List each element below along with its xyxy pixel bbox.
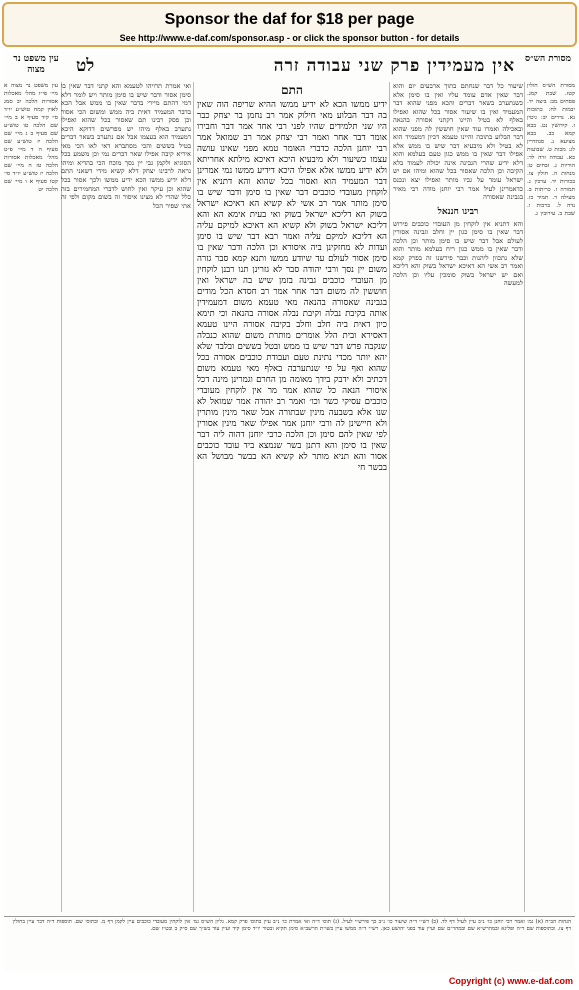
eyn-mishpat-label: עין משפט נר מצוה — [13, 54, 59, 75]
mesoret-text: מסורת הש״ס חולין קטז. שבת קמג. פסחים מב: ביצה יד. יבמות לח: כתובות נא. נדרים יב: גיטין ז. קידושין נט. בבא קמא כב. בבא מציעא נ. סנהדרין לג: מכות ט. שבועות כא. עבודה זרה לד: הוריות ג. זבחים ט: מנחות ה. חולין צו. בכורות יד. ערכין ג. תמורה ז. כריתות ב. מעילה ד. תמיד כז. נדה ל. ברכות ו. שבת ב. עירובין ג. — [527, 83, 575, 217]
rashi-column — [393, 82, 523, 912]
copyright-link[interactable]: Copyright (c) www.e-daf.com — [448, 976, 573, 986]
column-divider — [389, 82, 390, 912]
mesoret-column — [527, 82, 575, 912]
gemara-text: ידיע ממשו הכא לא ידיע ממשו ההיא שריפה הוה שאין בה דבר הבלוע מאי חילוק אמר רב נחמן בר יצחק כבר היו שני תלמידים שהיו לפני רבי אחד אמר דבר וחבירו אומר דבר אחר ואמר רבי יצחק אמר רב שמואל אמר רבי יוחנן הלכה כדברי האומר טמא מפני שאינו עושה עצמו כשיעור ולא מיבעיא היכא דאיכא מילתא אחריתא ולא ידיע ממשו אלא אפילו היכא דידיע ממשו נמי אמרינן דבר המעמיד הוא ואסור בכל שהוא והא דתניא אין לוקחין מעובדי כוכבים דבר שאין בו סימן ודבר שיש בו סימן מותר אמר רב אשי לא קשיא הא דאיכא ישראל בשוק הא דליכא ישראל בשוק ואי בעית אימא הא והא דליכא ישראל בשוק ולא קשיא הא דאיכא למיקם עליה הא דליכא למיקם עליה ואמר רבא דבר שיש בו סימן ועדות לא מחזקינן ביה איסורא וכן הלכה ודבר שאין בו סימן אסור לעולם עד שיודע ממשו ותנא קמא סבר גזרה משום יין נסך ורבי יהודה סבר לא גזרינן תנו רבנן לוקחין מן העובדי כוכבים גבינה בזמן שיש בה ישראל ואין חוששין לה משום דבר אחר אמר רב חסדא הכל מודים בגבינה שאסורה בהנאה מאי טעמא משום דמעמידין אותה בקיבת נבלה וקיבת נבלה אסורה בהנאה וכי תימא כיון דאית ביה חלב וחלב בקיבה אסורה היינו טעמא דאסירא ובית הלל אומרים מותרת משום שהוא כנבלה שנקבה פרש דבר שיש בו ממש ובטל בששים ובלבד שלא יהא יותר מכדי נתינת טעם ועבודת כוכבים אסורה בכל שהוא ואף על פי שנתערבה באלף מאי טעמא משום דכתיב ולא ידבק בידך מאומה מן החרם וגמרינן מינה דכל איסורי הנאה כל שהוא אמר מר אין לוקחין מעובדי כוכבים עסיקי כשר וכו׳ ואמר רב יהודה אמר שמואל לא שנו אלא בשבעה מינין שבתורה אבל שאר מינין מותרין ולא חיישינן לה ורבי יוחנן אמר אפילו שאר מינין אסורין לפי שאין להם סימן וכן הלכה כרבי יוחנן דהוה ליה דבר שאין בו סימן והא דתנן בשר שנמצא ביד עובד כוכבים אסור והא תניא מותר לא קשיא הא בבשר מבושל הא בבשר חי — [197, 100, 387, 473]
gemara-opening-word: התם — [281, 83, 303, 97]
talmud-page — [4, 52, 575, 972]
column-divider — [193, 82, 194, 912]
eyn-mishpat-text: עין משפט נר מצוה א מיי׳ פי״ז מהל׳ מאכלות אסורות הלכה יב סמג לאוין קמח טוש״ע יו״ד סי׳ קיד סעיף א ב מיי׳ שם הלכה טו טוש״ע שם סעיף ב ג מיי׳ שם הלכה יז טוש״ע שם סעיף ה ד מיי׳ פ״ט מהל׳ מאכלות אסורות הלכה טז ה מיי׳ שם הלכה יז טוש״ע יו״ד סי׳ קטו סעיף א ו מיי׳ שם הלכה יט — [4, 83, 58, 193]
eyn-mishpat-column — [4, 82, 58, 912]
tractate-title: אין מעמידין פרק שני עבודה זרה — [273, 56, 515, 76]
sponsor-subtitle: See http://www.e-daf.com/sponsor.asp - or click the sponsor button - for details — [119, 33, 460, 43]
sponsor-title: Sponsor the daf for $18 per page — [164, 11, 415, 28]
rashi-text: שיעור כל דבר שנחתם בתוך ארבעים יום והוא דבר שאין אדם עומד עליו ואין בו סימן אלא כשנתערב בשאר דברים והכא מפני שהוא דבר המעמיד ואין בו שיעור אסור בכל שהוא ואפילו באלף לא בטיל והיינו דקתני אסורה בהנאה ובאכילה ואמרו עוד שאין חוששין לה מפני שהוא דבר הבלוע בתוכה והיינו טעמא דכיון דמעמיד הוא לא בטיל ולא מיבעיא דבר שיש בו ממש אלא אפילו דבר שאין בו ממש כגון טעם בעלמא והוא דלא ידיע שהרי הגבינה אינה יכולה לעמוד בלא הקיבה וכן הלכה שאסור בכל שהוא ומיהו אם יש ישראל עומד על גביו מותר ואפילו יצא ונכנס כדאמרינן לעיל אמר רבי יוחנן מודה רבי מאיר בגבינה שאסורה — [393, 82, 523, 202]
footnotes-section — [4, 916, 575, 970]
folio-number: לט — [76, 56, 95, 76]
gemara-column — [197, 82, 387, 912]
rabeinu-chananel-text: והא דתניא אין לוקחין מן העובדי כוכבים פירוש דבר שאין בו סימן כגון יין וחלב וגבינה אסורין לעולם אבל דבר שיש בו סימן מותר וכן הלכה ודבר שאין בו ממש כגון ריח בעלמא מותר והוא שלא נתכוון ליהנות וכבר פירשנו זה בפרק קמא ואמר רב אשי הא דאיכא ישראל בשוק והא דליכא ואם יש ישראל בשוק סומכין עליו וכן הלכה למעשה — [393, 219, 523, 288]
tosafot-column — [61, 82, 191, 912]
rabeinu-chananel-heading: רבינו חננאל — [437, 206, 479, 217]
mesoret-label: מסורת הש״ס — [525, 54, 571, 64]
column-divider — [524, 82, 525, 912]
running-head — [4, 54, 575, 80]
footnotes-text: הגהות הב״ח (א) גמ׳ ואמר רבי יוחנן כו׳ נ״ב עיין לעיל דף לד. (ב) רש״י ד״ה שיעור כו׳ נ״ב כך פירש״י לעיל. (ג) תוס׳ ד״ה ואי אמרת כו׳ נ״ב עיין בתוס׳ פרק קמא. גליון הש״ס גמ׳ אין לוקחין מעובדי כוכבים עיין לקמן דף מ. ובתוס׳ שם. תוספות ד״ה דבר עיין בחולין דף צז. ובתוספות שם ד״ה ופליגא ובמהרש״א שם ובמהר״ם שם ועיין עוד בפני יהושע כאן. רש״י ד״ה ממשו עיין בשו״ת הרשב״א סימן תקיא ובטור יו״ד סימן קיד ועיין עוד בש״ך שם ס״ק ב ובט״ז שם. — [12, 919, 571, 932]
sponsor-banner[interactable] — [2, 2, 577, 47]
tosafot-text: ואי אמרת תרויהו לטעמא והא קתני דבר שאין בו סימן אסור ודבר שיש בו סימן מותר ויש לומר דלא דמי דהתם מיירי בדבר שאין בו ממש אבל הכא בדבר המעמיד דאית ביה ממש ומשום הכי אסור וכן פסק רבינו תם שאסור בכל שהוא ואפילו נתערב באלף מיהו יש מפרשים דדוקא היכא דמעמיד הוא בעצמו אבל אם נתערב בשאר דברים בטיל בששים והכי מסתברא דאי לאו הכי מאי איריא קיבה אפילו שאר דברים נמי וכן משמע בכל הסוגיא ולקמן גבי יין נסך מוכח הכי בהדיא ומיהו נראה לרבינו יצחק דלא קשיא מידי דשאני התם דלא ידיע ממשו הכא ידיע ממשו ולכך אסור בכל שהוא וכן עיקר ואין לחוש לדברי המחמירים בזה כלל שהרי לא מצינו איסור זה בשום מקום ולפי זה אתי שפיר הכל — [61, 82, 191, 210]
